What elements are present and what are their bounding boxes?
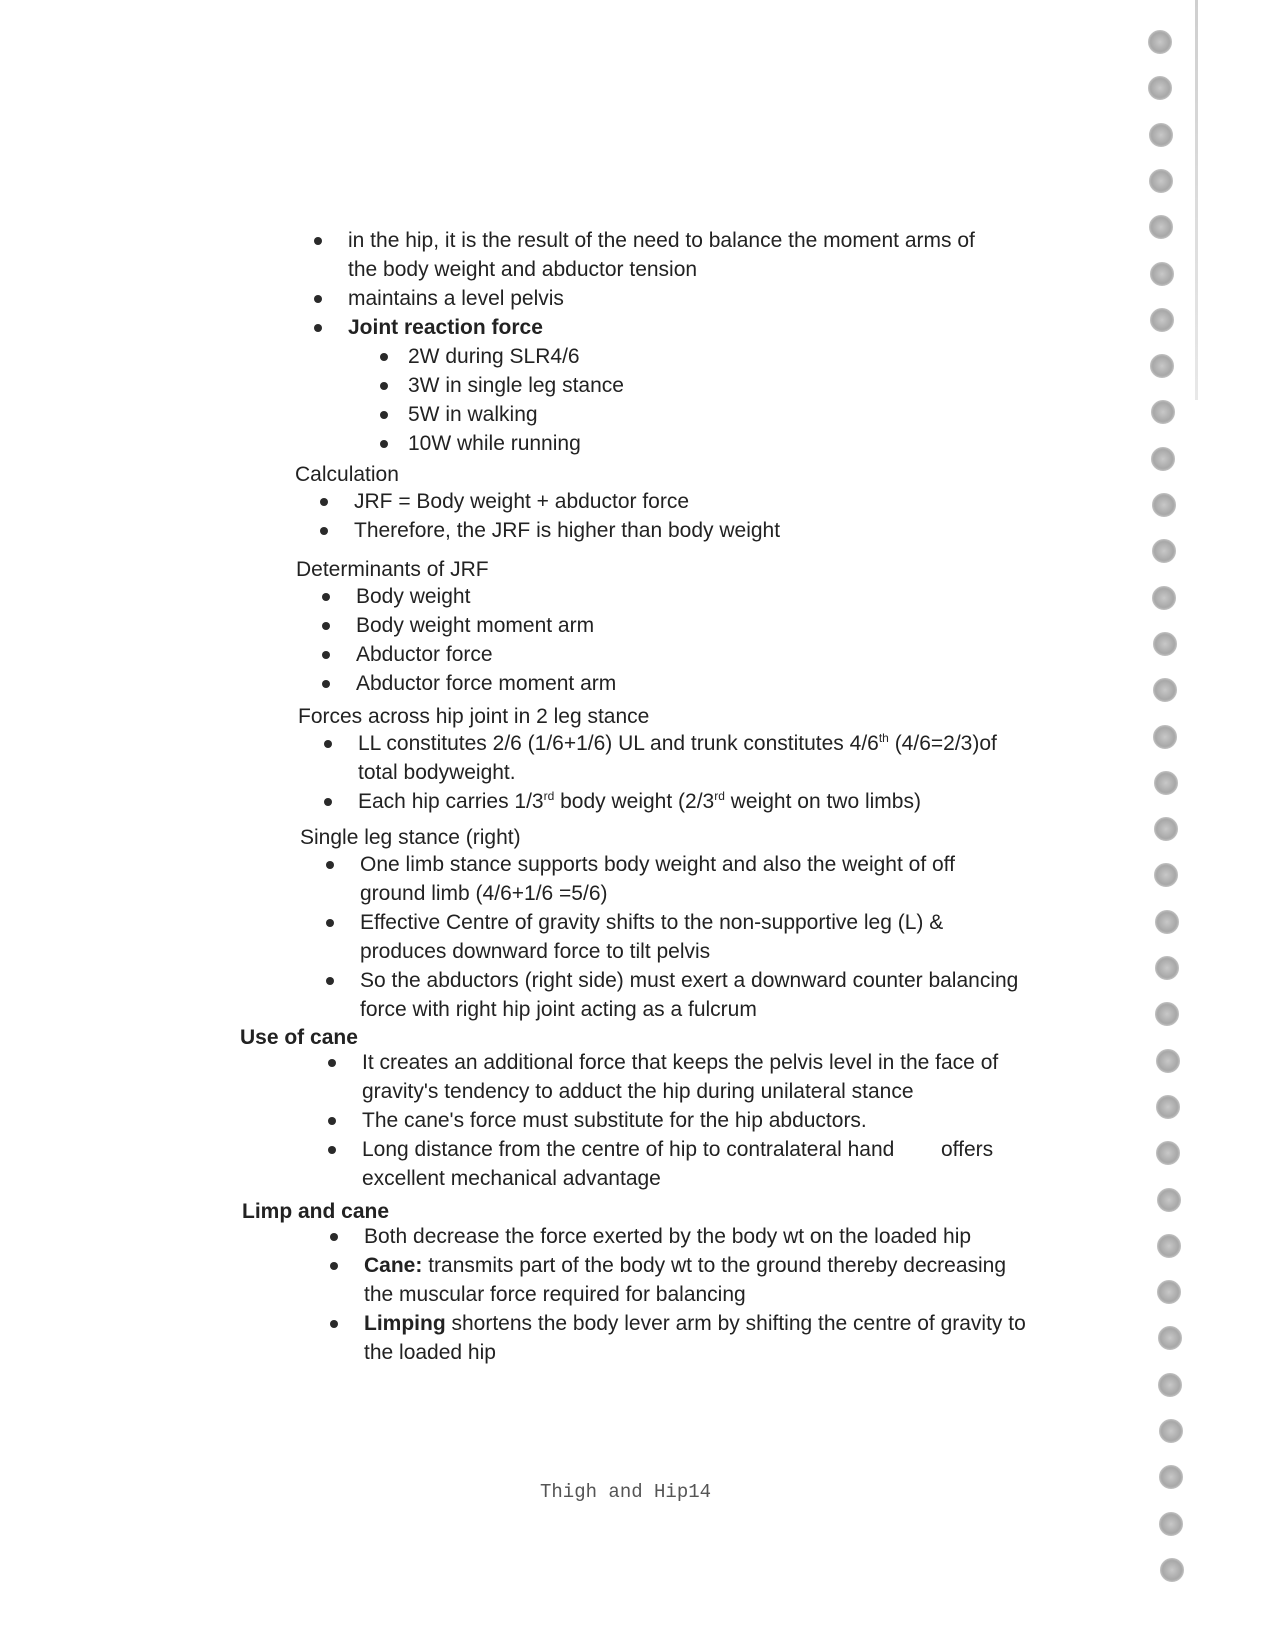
binder-hole-icon — [1152, 493, 1176, 517]
binder-hole-icon — [1159, 1465, 1183, 1489]
binder-hole-icon — [1149, 123, 1173, 147]
binder-hole-icon — [1152, 586, 1176, 610]
single-leg-heading: Single leg stance (right) — [300, 826, 521, 849]
list-item: Abductor force — [320, 640, 1000, 669]
binder-hole-icon — [1156, 1049, 1180, 1073]
two-leg-heading: Forces across hip joint in 2 leg stance — [298, 705, 650, 728]
binder-hole-icon — [1152, 539, 1176, 563]
binder-hole-icon — [1158, 1373, 1182, 1397]
binder-hole-icon — [1160, 1558, 1184, 1582]
cane-heading: Use of cane — [240, 1026, 358, 1049]
binder-hole-icon — [1153, 678, 1177, 702]
binder-hole-icon — [1158, 1326, 1182, 1350]
binder-hole-icon — [1151, 400, 1175, 424]
binder-hole-icon — [1150, 354, 1174, 378]
list-item: Body weight — [320, 582, 1000, 611]
list-item: LL constitutes 2/6 (1/6+1/6) UL and trunk constitutes 4/6th (4/6=2/3)of total bodyweight. — [322, 729, 1022, 787]
binder-hole-icon — [1150, 308, 1174, 332]
binder-hole-icon — [1156, 1095, 1180, 1119]
list-item: Limping shortens the body lever arm by shifting the centre of gravity to the loaded hip — [328, 1309, 1028, 1367]
list-item: Each hip carries 1/3rd body weight (2/3rd weight on two limbs) — [322, 787, 1022, 816]
intro-section — [312, 226, 992, 458]
limp-heading: Limp and cane — [242, 1200, 390, 1223]
binder-hole-icon — [1155, 1002, 1179, 1026]
binder-hole-icon — [1151, 447, 1175, 471]
binder-edge — [1195, 0, 1198, 400]
list-item: Effective Centre of gravity shifts to the non-supportive leg (L) & produces downward force to tilt pelvis — [324, 908, 1024, 966]
binder-hole-icon — [1155, 910, 1179, 934]
list-item: 5W in walking — [378, 400, 992, 429]
limp-list — [328, 1222, 1028, 1367]
list-item: in the hip, it is the result of the need to balance the moment arms of the body weight and abductor tension — [312, 226, 992, 284]
determinants-list — [320, 582, 1000, 698]
binder-hole-icon — [1154, 817, 1178, 841]
list-item: Long distance from the centre of hip to contralateral hand offers excellent mechanical advantage — [326, 1135, 1026, 1193]
binder-hole-icon — [1159, 1512, 1183, 1536]
list-item: It creates an additional force that keeps the pelvis level in the face of gravity's tendency to adduct the hip during unilateral stance — [326, 1048, 1026, 1106]
list-item: The cane's force must substitute for the hip abductors. — [326, 1106, 1026, 1135]
calculation-list — [318, 487, 998, 545]
list-item: Both decrease the force exerted by the body wt on the loaded hip — [328, 1222, 1028, 1251]
binder-hole-icon — [1154, 771, 1178, 795]
list-item: Cane: transmits part of the body wt to the ground thereby decreasing the muscular force required for balancing — [328, 1251, 1028, 1309]
list-item: One limb stance supports body weight and also the weight of off ground limb (4/6+1/6 =5/6) — [324, 850, 1024, 908]
binder-hole-icon — [1150, 262, 1174, 286]
determinants-heading: Determinants of JRF — [296, 558, 489, 581]
list-item: Abductor force moment arm — [320, 669, 1000, 698]
calculation-heading: Calculation — [295, 463, 399, 486]
binder-hole-icon — [1157, 1280, 1181, 1304]
jrf-heading: Joint reaction force — [348, 316, 543, 339]
cane-list — [326, 1048, 1026, 1193]
list-item — [312, 313, 992, 458]
single-leg-list — [324, 850, 1024, 1024]
binder-hole-icon — [1157, 1234, 1181, 1258]
binder-hole-icon — [1157, 1188, 1181, 1212]
list-item: 2W during SLR4/6 — [378, 342, 992, 371]
list-item: JRF = Body weight + abductor force — [318, 487, 998, 516]
binder-hole-icon — [1154, 863, 1178, 887]
page-footer: Thigh and Hip14 — [540, 1481, 712, 1503]
binder-hole-icon — [1153, 725, 1177, 749]
binder-hole-icon — [1149, 215, 1173, 239]
binder-hole-icon — [1159, 1419, 1183, 1443]
list-item: Body weight moment arm — [320, 611, 1000, 640]
list-item: So the abductors (right side) must exert a downward counter balancing force with right hip joint acting as a fulcrum — [324, 966, 1024, 1024]
list-item: maintains a level pelvis — [312, 284, 992, 313]
two-leg-list — [322, 729, 1022, 816]
list-item: Therefore, the JRF is higher than body weight — [318, 516, 998, 545]
binder-hole-icon — [1155, 956, 1179, 980]
binder-hole-icon — [1153, 632, 1177, 656]
binder-hole-icon — [1148, 30, 1172, 54]
binder-hole-icon — [1156, 1141, 1180, 1165]
binder-hole-icon — [1149, 169, 1173, 193]
list-item: 10W while running — [378, 429, 992, 458]
list-item: 3W in single leg stance — [378, 371, 992, 400]
binder-hole-icon — [1148, 76, 1172, 100]
binder-holes — [1148, 30, 1188, 1630]
